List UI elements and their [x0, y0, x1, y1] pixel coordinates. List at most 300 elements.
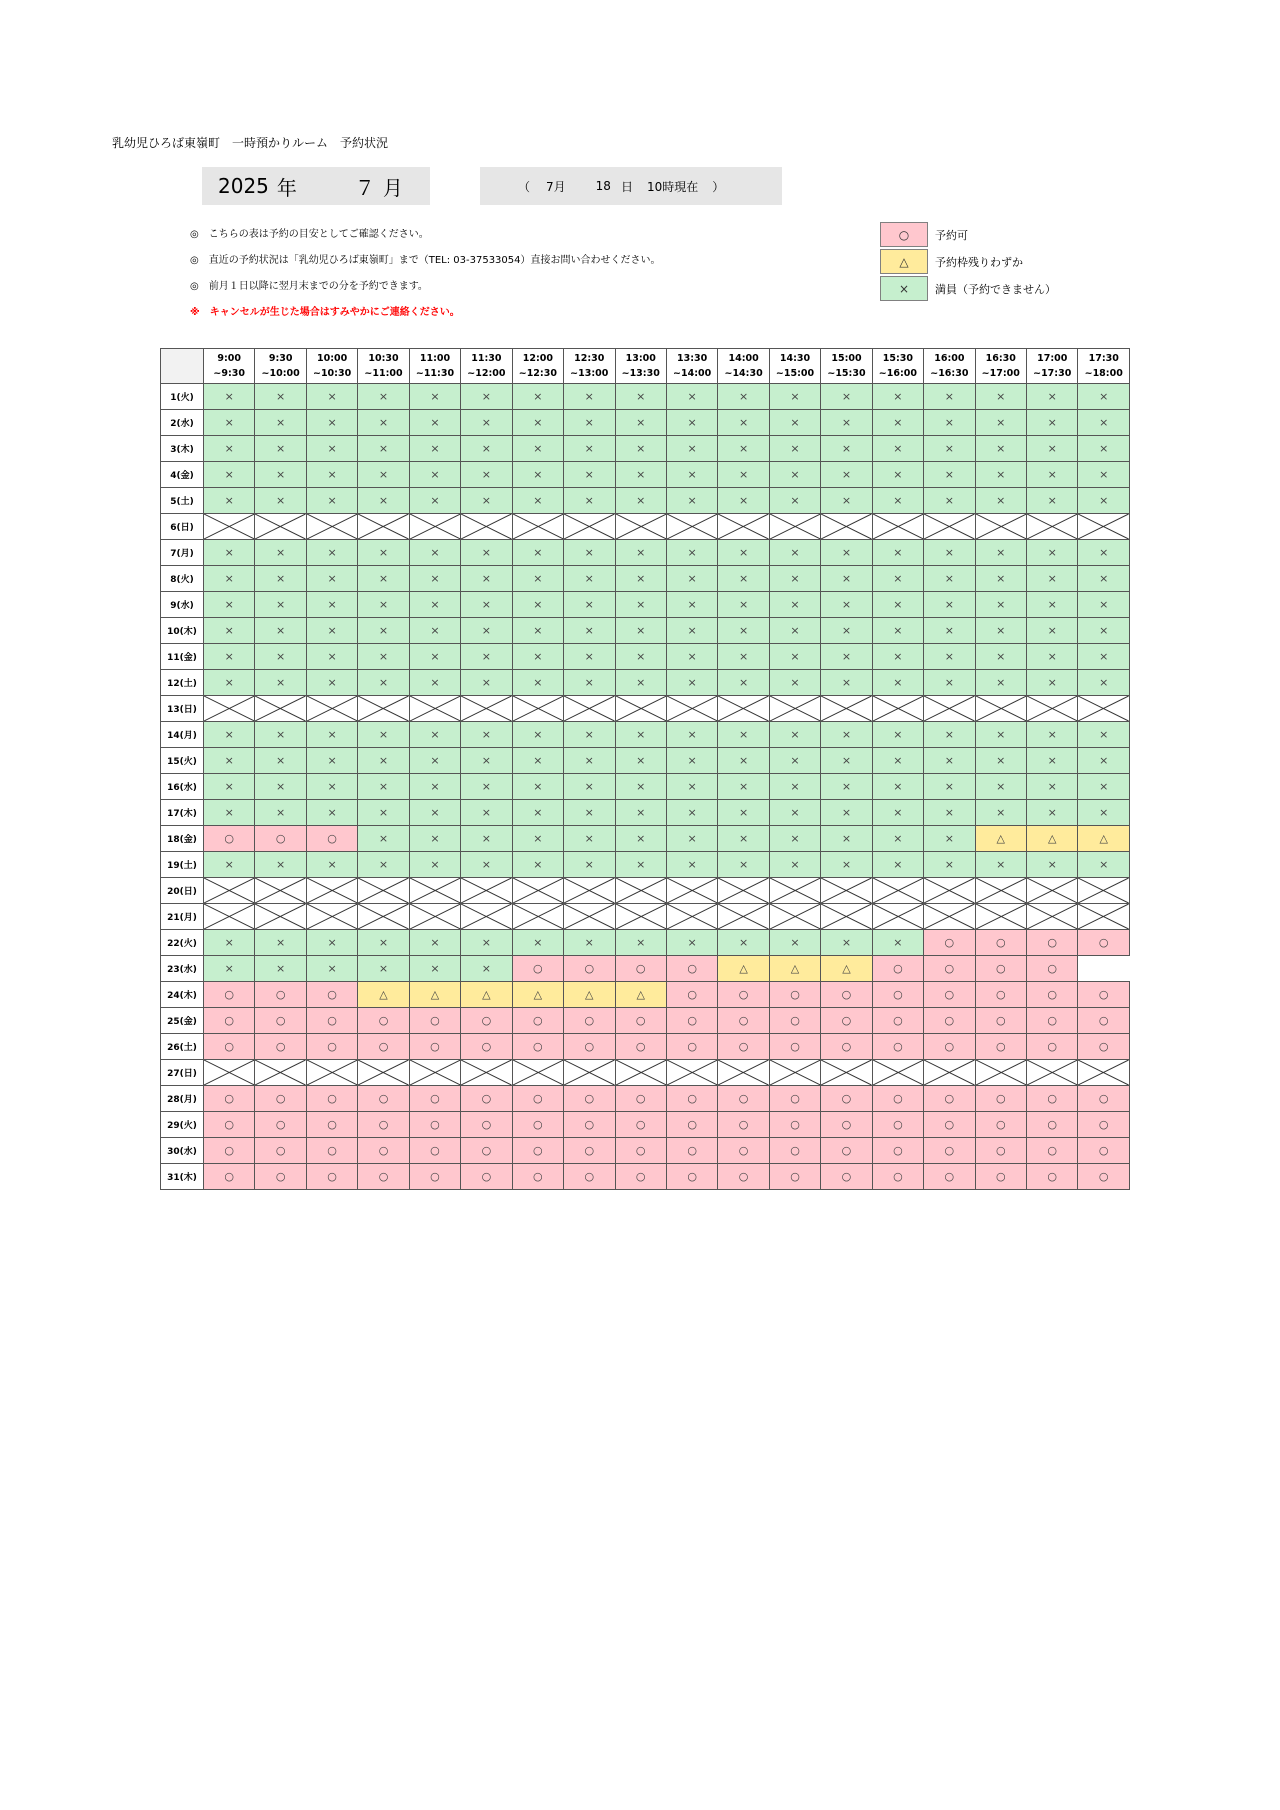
- day-label: 18(金): [161, 826, 204, 852]
- slot-full: ×: [409, 956, 460, 982]
- slot-full: ×: [872, 930, 923, 956]
- slot-full: ×: [255, 800, 306, 826]
- slot-full: ×: [255, 384, 306, 410]
- timeslot-start: 12:30: [574, 353, 605, 364]
- slot-available: ○: [255, 826, 306, 852]
- note-booking-period: ◎ 前月１日以降に翌月末までの分を予約できます。: [190, 281, 428, 292]
- slot-closed: [564, 878, 615, 904]
- slot-available: ○: [1078, 1138, 1130, 1164]
- slot-full: ×: [872, 722, 923, 748]
- legend-label-available: 予約可: [935, 228, 968, 242]
- slot-closed: [924, 696, 975, 722]
- slot-full: ×: [1078, 722, 1130, 748]
- slot-full: ×: [975, 618, 1026, 644]
- slot-full: ×: [564, 436, 615, 462]
- slot-available: ○: [409, 1086, 460, 1112]
- slot-full: ×: [306, 644, 357, 670]
- slot-full: ×: [255, 410, 306, 436]
- slot-available: ○: [564, 1034, 615, 1060]
- slot-full: ×: [769, 644, 820, 670]
- slot-full: ×: [666, 592, 717, 618]
- slot-available: ○: [255, 1008, 306, 1034]
- slot-available: ○: [204, 826, 255, 852]
- slot-full: ×: [615, 540, 666, 566]
- slot-full: ×: [769, 774, 820, 800]
- slot-full: ×: [358, 540, 409, 566]
- slot-few-left: △: [769, 956, 820, 982]
- slot-full: ×: [358, 644, 409, 670]
- slot-full: ×: [409, 930, 460, 956]
- slot-available: ○: [718, 1086, 769, 1112]
- slot-full: ×: [872, 800, 923, 826]
- slot-full: ×: [564, 462, 615, 488]
- slot-available: ○: [615, 1034, 666, 1060]
- slot-available: ○: [358, 1164, 409, 1190]
- slot-full: ×: [512, 384, 563, 410]
- slot-full: ×: [769, 384, 820, 410]
- slot-closed: [358, 696, 409, 722]
- slot-full: ×: [1027, 774, 1078, 800]
- slot-full: ×: [358, 384, 409, 410]
- table-row: [161, 800, 1130, 826]
- slot-available: ○: [306, 826, 357, 852]
- table-row: [161, 436, 1130, 462]
- slot-few-left: △: [358, 982, 409, 1008]
- year-month-box: [202, 167, 430, 205]
- slot-full: ×: [821, 644, 872, 670]
- slot-available: ○: [1027, 1034, 1078, 1060]
- slot-closed: [872, 696, 923, 722]
- slot-available: ○: [769, 1138, 820, 1164]
- slot-full: ×: [564, 618, 615, 644]
- notes: [190, 228, 661, 332]
- slot-closed: [718, 904, 769, 930]
- slot-full: ×: [872, 826, 923, 852]
- slot-closed: [512, 1060, 563, 1086]
- slot-full: ×: [1027, 800, 1078, 826]
- slot-closed: [821, 878, 872, 904]
- slot-closed: [975, 878, 1026, 904]
- slot-closed: [358, 514, 409, 540]
- table-row: [161, 1164, 1130, 1190]
- table-row: [161, 852, 1130, 878]
- slot-full: ×: [204, 436, 255, 462]
- slot-available: ○: [1027, 1008, 1078, 1034]
- slot-available: ○: [1027, 956, 1078, 982]
- table-row: [161, 696, 1130, 722]
- slot-closed: [204, 514, 255, 540]
- slot-full: ×: [512, 540, 563, 566]
- slot-full: ×: [1027, 384, 1078, 410]
- slot-full: ×: [615, 930, 666, 956]
- slot-available: ○: [255, 982, 306, 1008]
- slot-full: ×: [718, 488, 769, 514]
- table-row: [161, 1008, 1130, 1034]
- slot-full: ×: [564, 384, 615, 410]
- day-label: 7(月): [161, 540, 204, 566]
- slot-available: ○: [1078, 1164, 1130, 1190]
- slot-closed: [204, 1060, 255, 1086]
- slot-full: ×: [409, 592, 460, 618]
- slot-closed: [461, 1060, 512, 1086]
- slot-closed: [666, 514, 717, 540]
- slot-available: ○: [872, 1138, 923, 1164]
- slot-closed: [1078, 514, 1130, 540]
- slot-full: ×: [409, 774, 460, 800]
- slot-full: ×: [255, 722, 306, 748]
- slot-full: ×: [461, 722, 512, 748]
- slot-full: ×: [872, 384, 923, 410]
- slot-closed: [666, 696, 717, 722]
- slot-full: ×: [1078, 618, 1130, 644]
- slot-full: ×: [666, 852, 717, 878]
- timeslot-end: ~11:00: [364, 368, 403, 379]
- slot-full: ×: [666, 540, 717, 566]
- slot-full: ×: [975, 800, 1026, 826]
- legend-swatch-available: ○: [880, 222, 928, 247]
- slot-closed: [306, 904, 357, 930]
- month-unit: 月: [382, 175, 403, 200]
- slot-full: ×: [306, 722, 357, 748]
- slot-closed: [615, 878, 666, 904]
- day-label: 10(木): [161, 618, 204, 644]
- slot-full: ×: [872, 774, 923, 800]
- slot-available: ○: [924, 1008, 975, 1034]
- slot-full: ×: [666, 722, 717, 748]
- slot-full: ×: [512, 618, 563, 644]
- slot-full: ×: [461, 462, 512, 488]
- slot-full: ×: [409, 462, 460, 488]
- timeslot-start: 10:30: [368, 353, 399, 364]
- slot-available: ○: [821, 1138, 872, 1164]
- day-label: 6(日): [161, 514, 204, 540]
- timeslot-header: [512, 349, 563, 384]
- slot-available: ○: [769, 1034, 820, 1060]
- day-label: 27(日): [161, 1060, 204, 1086]
- slot-available: ○: [1078, 1086, 1130, 1112]
- slot-full: ×: [358, 670, 409, 696]
- slot-available: ○: [975, 1086, 1026, 1112]
- slot-full: ×: [564, 566, 615, 592]
- slot-full: ×: [718, 618, 769, 644]
- table-row: [161, 904, 1130, 930]
- slot-available: ○: [924, 1034, 975, 1060]
- slot-full: ×: [255, 436, 306, 462]
- slot-available: ○: [975, 930, 1026, 956]
- slot-available: ○: [975, 982, 1026, 1008]
- slot-available: ○: [512, 1034, 563, 1060]
- slot-available: ○: [358, 1034, 409, 1060]
- slot-full: ×: [975, 774, 1026, 800]
- slot-closed: [872, 878, 923, 904]
- slot-full: ×: [975, 462, 1026, 488]
- slot-few-left: △: [821, 956, 872, 982]
- slot-closed: [461, 878, 512, 904]
- slot-full: ×: [204, 462, 255, 488]
- timeslot-header-row: [161, 349, 1130, 384]
- timeslot-header: [204, 349, 255, 384]
- slot-full: ×: [872, 410, 923, 436]
- note-cancellation: ※ キャンセルが生じた場合はすみやかにご連絡ください。: [190, 307, 460, 318]
- day-label: 3(木): [161, 436, 204, 462]
- slot-available: ○: [615, 1164, 666, 1190]
- slot-closed: [769, 904, 820, 930]
- slot-full: ×: [924, 800, 975, 826]
- legend-label-full: 満員（予約できません）: [935, 282, 1056, 296]
- slot-closed: [769, 878, 820, 904]
- slot-available: ○: [461, 1164, 512, 1190]
- slot-full: ×: [718, 592, 769, 618]
- slot-full: ×: [615, 488, 666, 514]
- table-row: [161, 722, 1130, 748]
- timeslot-start: 14:00: [728, 353, 759, 364]
- slot-closed: [924, 1060, 975, 1086]
- slot-full: ×: [872, 852, 923, 878]
- timeslot-header: [975, 349, 1026, 384]
- slot-full: ×: [564, 488, 615, 514]
- slot-full: ×: [666, 410, 717, 436]
- slot-full: ×: [821, 462, 872, 488]
- slot-full: ×: [409, 852, 460, 878]
- slot-available: ○: [204, 1086, 255, 1112]
- slot-available: ○: [512, 1112, 563, 1138]
- table-row: [161, 748, 1130, 774]
- slot-full: ×: [821, 566, 872, 592]
- slot-full: ×: [564, 826, 615, 852]
- slot-full: ×: [255, 956, 306, 982]
- slot-available: ○: [615, 956, 666, 982]
- slot-full: ×: [1027, 618, 1078, 644]
- timeslot-end: ~15:00: [775, 368, 815, 379]
- slot-full: ×: [872, 670, 923, 696]
- slot-closed: [615, 696, 666, 722]
- slot-full: ×: [1027, 462, 1078, 488]
- slot-few-left: △: [512, 982, 563, 1008]
- slot-available: ○: [666, 1164, 717, 1190]
- slot-full: ×: [718, 826, 769, 852]
- day-label: 1(火): [161, 384, 204, 410]
- slot-full: ×: [615, 852, 666, 878]
- slot-closed: [666, 1060, 717, 1086]
- slot-closed: [615, 1060, 666, 1086]
- slot-full: ×: [255, 566, 306, 592]
- slot-full: ×: [666, 748, 717, 774]
- as-of-box: [480, 167, 782, 205]
- slot-full: ×: [306, 462, 357, 488]
- timeslot-start: 15:30: [882, 353, 914, 364]
- slot-full: ×: [204, 410, 255, 436]
- slot-available: ○: [666, 956, 717, 982]
- slot-closed: [204, 696, 255, 722]
- timeslot-header: [718, 349, 769, 384]
- slot-full: ×: [924, 540, 975, 566]
- year-value: 2025: [218, 174, 269, 198]
- slot-closed: [1078, 696, 1130, 722]
- slot-full: ×: [924, 462, 975, 488]
- slot-available: ○: [821, 1112, 872, 1138]
- slot-full: ×: [564, 748, 615, 774]
- slot-closed: [306, 1060, 357, 1086]
- slot-closed: [872, 514, 923, 540]
- slot-full: ×: [615, 618, 666, 644]
- slot-available: ○: [255, 1138, 306, 1164]
- slot-available: ○: [924, 1112, 975, 1138]
- slot-full: ×: [461, 930, 512, 956]
- slot-full: ×: [666, 618, 717, 644]
- slot-closed: [255, 514, 306, 540]
- slot-full: ×: [564, 774, 615, 800]
- slot-available: ○: [512, 956, 563, 982]
- slot-full: ×: [769, 618, 820, 644]
- slot-full: ×: [718, 722, 769, 748]
- slot-full: ×: [1078, 748, 1130, 774]
- slot-available: ○: [204, 1138, 255, 1164]
- slot-available: ○: [204, 1008, 255, 1034]
- slot-full: ×: [718, 462, 769, 488]
- day-label: 21(月): [161, 904, 204, 930]
- slot-closed: [975, 514, 1026, 540]
- slot-available: ○: [1027, 1086, 1078, 1112]
- slot-full: ×: [924, 774, 975, 800]
- slot-full: ×: [718, 436, 769, 462]
- slot-closed: [461, 696, 512, 722]
- slot-full: ×: [512, 592, 563, 618]
- slot-full: ×: [1027, 644, 1078, 670]
- slot-closed: [358, 1060, 409, 1086]
- slot-full: ×: [872, 462, 923, 488]
- slot-closed: [564, 1060, 615, 1086]
- slot-full: ×: [461, 644, 512, 670]
- slot-full: ×: [1027, 566, 1078, 592]
- slot-available: ○: [666, 982, 717, 1008]
- slot-full: ×: [358, 592, 409, 618]
- slot-full: ×: [1078, 774, 1130, 800]
- timeslot-start: 17:00: [1037, 353, 1068, 364]
- slot-available: ○: [975, 1164, 1026, 1190]
- slot-available: ○: [1078, 1008, 1130, 1034]
- slot-full: ×: [204, 566, 255, 592]
- slot-full: ×: [204, 644, 255, 670]
- slot-available: ○: [924, 956, 975, 982]
- timeslot-end: ~13:00: [570, 368, 609, 379]
- slot-closed: [461, 904, 512, 930]
- slot-closed: [306, 878, 357, 904]
- note-contact: ◎ 直近の予約状況は「乳幼児ひろば東嶺町」まで（TEL: 03-37533054）直接お問い合わせください。: [190, 255, 661, 266]
- day-label: 9(水): [161, 592, 204, 618]
- slot-full: ×: [924, 748, 975, 774]
- slot-full: ×: [975, 670, 1026, 696]
- slot-available: ○: [306, 1138, 357, 1164]
- slot-few-left: △: [409, 982, 460, 1008]
- slot-available: ○: [975, 1112, 1026, 1138]
- slot-full: ×: [975, 644, 1026, 670]
- slot-available: ○: [409, 1112, 460, 1138]
- slot-full: ×: [769, 540, 820, 566]
- day-label: 22(火): [161, 930, 204, 956]
- slot-full: ×: [615, 800, 666, 826]
- slot-available: ○: [615, 1008, 666, 1034]
- slot-full: ×: [718, 384, 769, 410]
- slot-available: ○: [666, 1008, 717, 1034]
- slot-full: ×: [924, 852, 975, 878]
- slot-available: ○: [409, 1034, 460, 1060]
- slot-full: ×: [1078, 462, 1130, 488]
- slot-available: ○: [769, 1008, 820, 1034]
- slot-available: ○: [718, 1112, 769, 1138]
- slot-available: ○: [1078, 930, 1130, 956]
- slot-full: ×: [615, 774, 666, 800]
- slot-closed: [358, 904, 409, 930]
- slot-available: ○: [821, 1008, 872, 1034]
- timeslot-start: 12:00: [522, 353, 553, 364]
- table-row: [161, 774, 1130, 800]
- slot-full: ×: [358, 774, 409, 800]
- timeslot-header: [255, 349, 306, 384]
- slot-full: ×: [409, 540, 460, 566]
- slot-full: ×: [358, 748, 409, 774]
- slot-full: ×: [358, 930, 409, 956]
- slot-closed: [358, 878, 409, 904]
- slot-closed: [255, 904, 306, 930]
- slot-available: ○: [666, 1112, 717, 1138]
- day-label: 8(火): [161, 566, 204, 592]
- slot-available: ○: [769, 1112, 820, 1138]
- slot-full: ×: [564, 540, 615, 566]
- slot-available: ○: [306, 1008, 357, 1034]
- slot-full: ×: [769, 566, 820, 592]
- slot-closed: [975, 904, 1026, 930]
- slot-full: ×: [461, 384, 512, 410]
- table-row: [161, 540, 1130, 566]
- timeslot-end: ~10:30: [312, 368, 352, 379]
- timeslot-header: [769, 349, 820, 384]
- slot-closed: [872, 1060, 923, 1086]
- slot-full: ×: [1078, 540, 1130, 566]
- slot-closed: [564, 696, 615, 722]
- slot-closed: [512, 696, 563, 722]
- slot-available: ○: [872, 1034, 923, 1060]
- slot-few-left: △: [718, 956, 769, 982]
- timeslot-header: [409, 349, 460, 384]
- slot-full: ×: [1078, 488, 1130, 514]
- slot-full: ×: [512, 566, 563, 592]
- slot-available: ○: [924, 1164, 975, 1190]
- reservation-table: [160, 348, 1130, 1190]
- slot-full: ×: [615, 722, 666, 748]
- slot-available: ○: [204, 1034, 255, 1060]
- slot-closed: [409, 878, 460, 904]
- table-row: [161, 982, 1130, 1008]
- slot-full: ×: [461, 774, 512, 800]
- table-row: [161, 670, 1130, 696]
- slot-full: ×: [409, 826, 460, 852]
- timeslot-start: 9:00: [217, 353, 242, 364]
- slot-full: ×: [204, 774, 255, 800]
- day-label: 17(木): [161, 800, 204, 826]
- day-label: 14(月): [161, 722, 204, 748]
- slot-full: ×: [666, 462, 717, 488]
- slot-closed: [666, 904, 717, 930]
- slot-closed: [769, 1060, 820, 1086]
- timeslot-header: [924, 349, 975, 384]
- slot-available: ○: [461, 1138, 512, 1164]
- as-of-open-paren: （: [518, 179, 531, 194]
- slot-full: ×: [769, 462, 820, 488]
- timeslot-header: [666, 349, 717, 384]
- timeslot-end: ~18:00: [1084, 368, 1123, 379]
- slot-full: ×: [461, 436, 512, 462]
- timeslot-start: 16:30: [985, 353, 1016, 364]
